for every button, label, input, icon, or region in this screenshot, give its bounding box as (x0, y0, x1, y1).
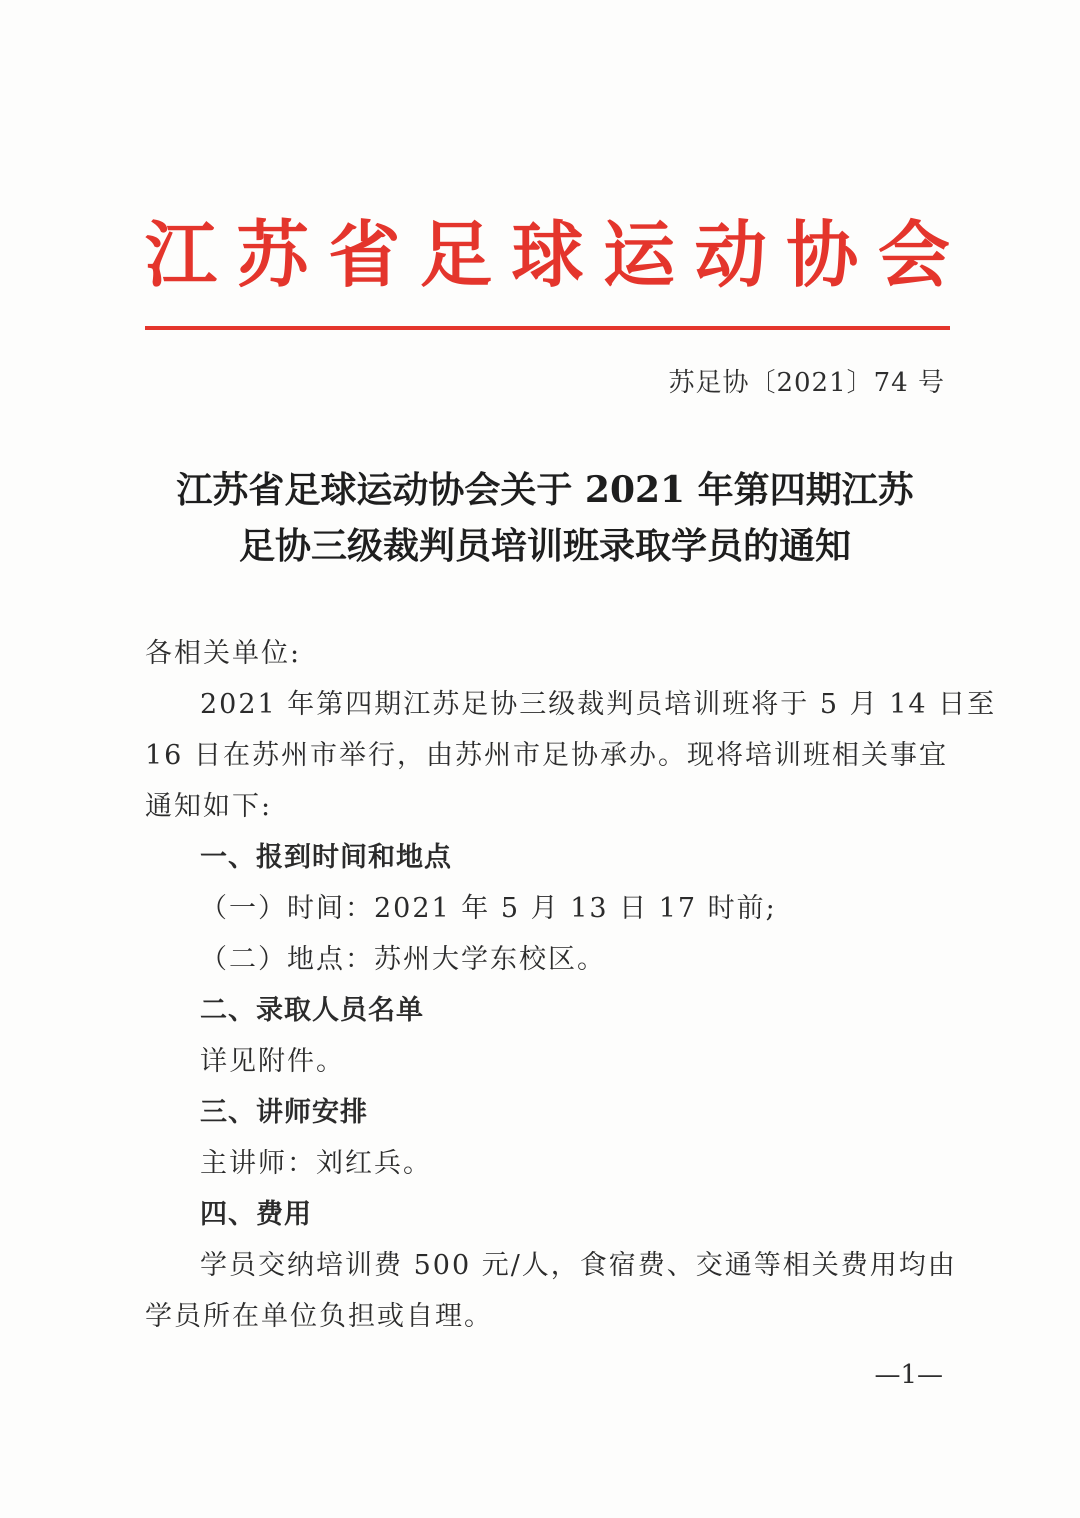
letterhead-char: 会 (877, 212, 950, 297)
document-body (145, 628, 997, 1342)
title-line: 足协三级裁判员培训班录取学员的通知 (238, 525, 851, 567)
letterhead-char: 球 (511, 212, 584, 297)
section-item: （二）地点：苏州大学东校区。 (200, 944, 606, 975)
section-text: 主讲师：刘红兵。 (200, 1148, 432, 1179)
letterhead-char: 动 (694, 212, 767, 297)
section-text: 详见附件。 (200, 1046, 345, 1077)
letterhead-char: 苏 (236, 212, 309, 297)
intro-text: 2021 年第四期江苏足协三级裁判员培训班将于 5 月 14 日至 (200, 689, 997, 720)
letterhead-char: 省 (328, 212, 401, 297)
section-heading: 四、费用 (200, 1199, 312, 1230)
intro-paragraph-line (145, 679, 997, 730)
section-heading: 三、讲师安排 (200, 1097, 368, 1128)
section-heading: 二、录取人员名单 (200, 995, 424, 1026)
intro-text: 16 日在苏州市举行，由苏州市足协承办。现将培训班相关事宜 (145, 740, 948, 771)
letterhead-char: 运 (603, 212, 676, 297)
title-line: 江苏省足球运动协会关于 2021 年第四期江苏 (176, 469, 914, 511)
letterhead-char: 协 (786, 212, 859, 297)
document-title (140, 462, 950, 574)
intro-paragraph-line (145, 730, 950, 781)
page-number: —1— (874, 1360, 943, 1390)
organization-letterhead (145, 205, 950, 305)
section-text: 学员所在单位负担或自理。 (145, 1301, 493, 1332)
intro-paragraph-line: 通知如下: (145, 791, 273, 822)
fee-text: 学员交纳培训费 500 元/人，食宿费、交通等相关费用均由 (200, 1250, 957, 1281)
letterhead-char: 足 (419, 212, 492, 297)
salutation: 各相关单位: (145, 638, 302, 669)
document-number: 苏足协〔2021〕74 号 (668, 368, 945, 398)
red-divider (145, 326, 950, 330)
letterhead-char: 江 (145, 212, 218, 297)
section-item: （一）时间：2021 年 5 月 13 日 17 时前; (200, 893, 777, 924)
section-heading: 一、报到时间和地点 (200, 842, 452, 873)
section-text (145, 1240, 957, 1291)
